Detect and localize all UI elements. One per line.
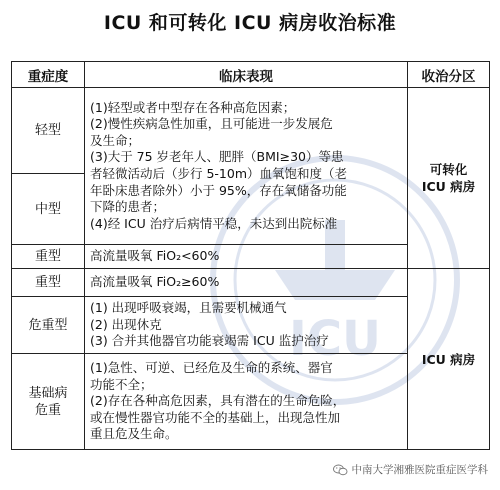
seal-text: ICU bbox=[288, 311, 382, 367]
clinical-line: (2) 出现休克 bbox=[90, 316, 162, 332]
header-ward: 收治分区 bbox=[408, 62, 490, 88]
severity-line: 危重 bbox=[34, 402, 61, 418]
table-header-row bbox=[12, 62, 490, 88]
clinical-line: 重且危及生命。 bbox=[90, 426, 178, 442]
clinical-line: 者轻微活动后（步行 5-10m）血氧饱和度（老 bbox=[90, 166, 348, 181]
clinical-severe-low: 高流量吸氧 FiO₂<60% bbox=[85, 245, 408, 269]
clinical-line: (1)轻型或者中型存在各种高危因素； bbox=[90, 99, 296, 115]
clinical-line: (3) 合并其他器官功能衰竭需 ICU 监护治疗 bbox=[90, 333, 329, 349]
table-row bbox=[12, 88, 490, 174]
severity-severe-high-flow: 重型 bbox=[12, 269, 85, 297]
wechat-icon bbox=[333, 464, 348, 476]
ward-icu: ICU 病房 bbox=[408, 269, 490, 450]
admission-criteria-table bbox=[11, 61, 490, 450]
severity-light: 轻型 bbox=[12, 88, 85, 174]
clinical-critical bbox=[85, 297, 408, 354]
clinical-light-medium bbox=[85, 88, 408, 245]
table-row bbox=[12, 269, 490, 297]
clinical-line: (2)存在各种高危因素，具有潜在的生命危险， bbox=[90, 393, 346, 409]
clinical-line: (3)大于 75 岁老年人、肥胖（BMI≥30）等患 bbox=[90, 149, 344, 165]
clinical-line: (4)经 ICU 治疗后病情平稳，未达到出院标准 bbox=[90, 215, 338, 231]
clinical-line: 及生命； bbox=[90, 132, 141, 148]
clinical-line: 年卧床患者除外）小于 95%，存在氧储备功能 bbox=[90, 182, 347, 198]
ward-convertible-icu bbox=[408, 88, 490, 269]
account-name: 中南大学湘雅医院重症医学科 bbox=[351, 464, 488, 476]
clinical-line: (1)急性、可逆、已经危及生命的系统、器官 bbox=[90, 360, 333, 376]
clinical-severe-high: 高流量吸氧 FiO₂≥60% bbox=[85, 269, 408, 297]
header-severity: 重症度 bbox=[12, 62, 85, 88]
severity-severe-low-flow: 重型 bbox=[12, 245, 85, 269]
severity-critical: 危重型 bbox=[12, 297, 85, 354]
clinical-line: (2)慢性疾病急性加重，且可能进一步发展危 bbox=[90, 116, 333, 132]
ward-line: 可转化 bbox=[429, 162, 468, 177]
severity-medium: 中型 bbox=[12, 174, 85, 245]
clinical-underlying bbox=[85, 354, 408, 450]
severity-line: 基础病 bbox=[28, 385, 68, 401]
clinical-line: 功能不全； bbox=[90, 376, 153, 392]
ward-line: ICU 病房 bbox=[421, 179, 476, 194]
account-footer bbox=[333, 462, 489, 477]
clinical-line: 或在慢性器官功能不全的基础上，出现急性加 bbox=[90, 409, 341, 425]
page-title: ICU 和可转化 ICU 病房收治标准 bbox=[103, 12, 397, 34]
severity-underlying-critical bbox=[12, 354, 85, 450]
clinical-line: 下降的患者； bbox=[90, 199, 166, 215]
header-clinical: 临床表现 bbox=[85, 62, 408, 88]
clinical-line: (1) 出现呼吸衰竭，且需要机械通气 bbox=[90, 300, 287, 316]
